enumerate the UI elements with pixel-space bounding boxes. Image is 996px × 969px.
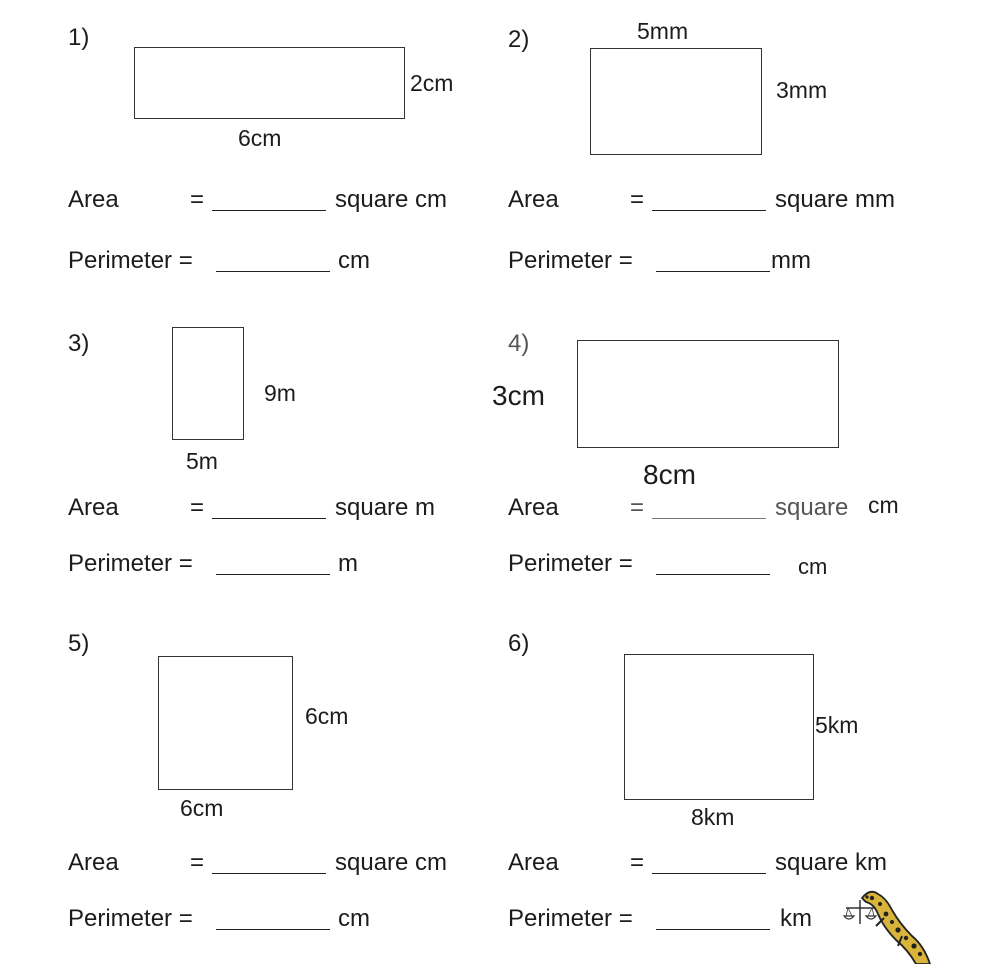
problem-6-width-label: 8km [691,804,735,830]
problem-3-height-label: 9m [264,380,296,406]
problem-2-area-row [508,186,896,214]
problem-3-rectangle [172,327,244,440]
perimeter-unit: km [780,905,812,932]
problem-3-width-label: 5m [186,448,218,474]
area-answer-blank[interactable] [652,192,766,211]
perimeter-answer-blank[interactable] [216,911,330,930]
problem-5-rectangle [158,656,293,790]
area-label: Area [68,186,119,213]
area-unit: square m [335,494,436,521]
area-unit: square km [775,849,888,876]
perimeter-unit: mm [771,247,811,274]
perimeter-unit: cm [338,247,370,274]
area-answer-blank[interactable] [212,855,326,874]
equals-sign: = [630,849,645,876]
perimeter-unit: cm [338,905,370,932]
problem-5-width-label: 6cm [180,795,224,821]
area-unit: square cm [335,186,448,213]
area-label: Area [508,186,559,213]
problem-1-width-label: 6cm [238,125,282,151]
problem-5-number: 5) [68,630,90,657]
problem-2-width-label: 5mm [637,18,689,44]
perimeter-answer-blank[interactable] [656,253,770,272]
problem-3-perimeter-row [68,550,358,578]
area-unit: square cm [335,849,448,876]
area-label: Area [68,849,119,876]
perimeter-unit: m [338,550,358,577]
problem-1-number: 1) [68,24,90,51]
problem-1-rectangle [134,47,405,119]
problem-1-area-row [68,186,448,214]
equals-sign: = [630,494,645,521]
problem-2-number: 2) [508,26,530,53]
perimeter-label: Perimeter = [508,247,633,274]
perimeter-answer-blank[interactable] [216,253,330,272]
problem-3-number: 3) [68,330,90,357]
problem-2-rectangle [590,48,762,155]
area-answer-blank[interactable] [652,500,766,519]
equals-sign: = [190,849,205,876]
perimeter-answer-blank[interactable] [656,556,770,575]
area-unit-word: square [775,494,849,521]
equals-sign: = [190,494,205,521]
area-label: Area [68,494,119,521]
problem-6-area-row [508,849,888,877]
problem-1-height-label: 2cm [410,70,454,96]
problem-2-height-label: 3mm [776,77,828,103]
salamander-with-scales-icon [840,888,936,969]
area-unit-suffix: cm [868,492,899,518]
problem-5-height-label: 6cm [305,703,349,729]
problem-4-perimeter-row [508,550,828,579]
problem-4-area-row [508,492,899,522]
problem-6-perimeter-row [508,905,812,933]
problem-4-height-label: 3cm [492,380,545,411]
area-answer-blank[interactable] [212,192,326,211]
area-unit: square mm [775,186,896,213]
area-label: Area [508,849,559,876]
problem-4-number: 4) [508,330,530,357]
area-label: Area [508,494,559,521]
problem-3-area-row [68,494,436,522]
perimeter-label: Perimeter = [68,550,193,577]
area-answer-blank[interactable] [652,855,766,874]
problem-6-rectangle [624,654,814,800]
equals-sign: = [190,186,205,213]
perimeter-label: Perimeter = [68,247,193,274]
perimeter-label: Perimeter = [68,905,193,932]
perimeter-label: Perimeter = [508,905,633,932]
perimeter-label: Perimeter = [508,550,633,577]
problem-4-width-label: 8cm [643,459,696,490]
problem-6-height-label: 5km [815,712,859,738]
problem-1-perimeter-row [68,247,370,275]
equals-sign: = [630,186,645,213]
problem-2-perimeter-row [508,247,811,275]
perimeter-answer-blank[interactable] [656,911,770,930]
problem-5-area-row [68,849,448,877]
problem-6-number: 6) [508,630,530,657]
problem-5-perimeter-row [68,905,370,933]
area-answer-blank[interactable] [212,500,326,519]
perimeter-unit: cm [798,554,828,579]
perimeter-answer-blank[interactable] [216,556,330,575]
problem-4-rectangle [577,340,839,448]
